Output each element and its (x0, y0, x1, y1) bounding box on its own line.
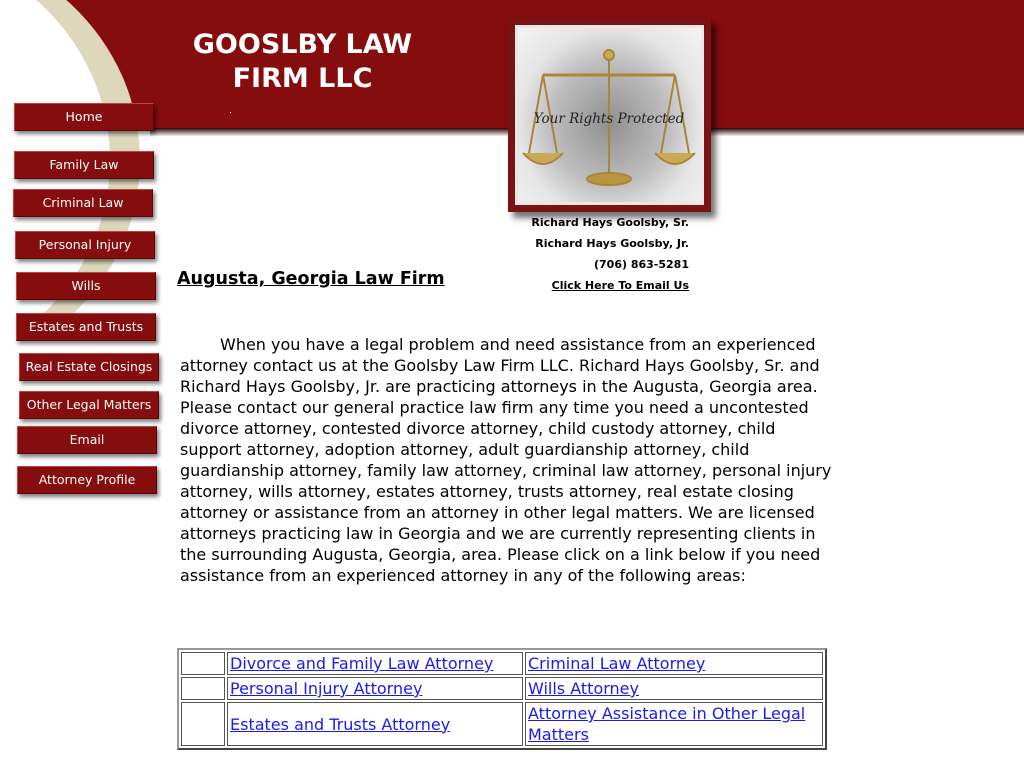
divorce-family-law-link[interactable]: Divorce and Family Law Attorney (230, 654, 494, 673)
table-cell (525, 652, 823, 675)
estates-trusts-link[interactable]: Estates and Trusts Attorney (230, 714, 451, 734)
page-heading: Augusta, Georgia Law Firm (177, 269, 445, 289)
other-legal-matters-link[interactable]: Attorney Assistance in Other Legal Matters (528, 704, 806, 744)
table-cell-blank (181, 702, 225, 746)
table-cell-blank (181, 677, 225, 700)
nav-estates-trusts-button[interactable]: Estates and Trusts (16, 313, 156, 341)
table-row (181, 702, 823, 746)
firm-title-line1: GOOSLBY LAW (192, 29, 413, 60)
criminal-law-link[interactable]: Criminal Law Attorney (528, 654, 706, 673)
attorney-sr-name: Richard Hays Goolsby, Sr. (531, 216, 689, 229)
nav-wills-button[interactable]: Wills (16, 272, 156, 300)
nav-other-legal-matters-button[interactable]: Other Legal Matters (19, 391, 159, 419)
intro-paragraph: When you have a legal problem and need assistance from an experienced attorney contact us at the Goolsby Law Firm LLC. Richard Hays Goolsby, Sr. and Richard Hays Goolsby, Jr. are practicing attorneys in the Augusta, Georgia area. Please contact our general practice law firm any time you need a uncontested divorce attorney, contested divorce attorney, child custody attorney, child support attorney, adoption attorney, adult guardianship attorney, child guardianship attorney, family law attorney, criminal law attorney, personal injury attorney, wills attorney, estates attorney, trusts attorney, real estate closing attorney or assistance from an attorney in other legal matters. We are licensed attorneys practicing law in Georgia and we are currently representing clients in the surrounding Augusta, Georgia, area. Please click on a link below if you need assistance from an experienced attorney in any of the following areas: (180, 335, 832, 585)
attorney-jr-name: Richard Hays Goolsby, Jr. (535, 237, 689, 250)
logo-caption: Your Rights Protected (533, 111, 685, 127)
table-cell (227, 702, 523, 746)
nav-family-law-button[interactable]: Family Law (14, 151, 154, 179)
table-cell (227, 652, 523, 675)
nav-attorney-profile-button[interactable]: Attorney Profile (17, 466, 157, 494)
nav-personal-injury-button[interactable]: Personal Injury (15, 231, 155, 259)
nav-real-estate-closings-button[interactable]: Real Estate Closings (19, 353, 159, 381)
contact-block (470, 214, 689, 298)
personal-injury-link[interactable]: Personal Injury Attorney (230, 679, 423, 698)
table-row (181, 652, 823, 675)
nav-criminal-law-button[interactable]: Criminal Law (13, 189, 153, 217)
table-row (181, 677, 823, 700)
practice-areas-table (177, 648, 827, 750)
table-cell (525, 702, 823, 746)
scales-of-justice-icon (515, 25, 704, 205)
logo (508, 18, 711, 212)
email-us-link[interactable]: Click Here To Email Us (551, 279, 689, 292)
wills-link[interactable]: Wills Attorney (528, 679, 639, 698)
header-dot (230, 112, 231, 113)
phone-number: (706) 863-5281 (594, 258, 689, 271)
firm-title (170, 28, 435, 96)
nav-home-button[interactable]: Home (14, 103, 154, 131)
table-cell (525, 677, 823, 700)
table-cell (227, 677, 523, 700)
table-cell-blank (181, 652, 225, 675)
firm-title-line2: FIRM LLC (232, 63, 373, 94)
nav-email-button[interactable]: Email (17, 426, 157, 454)
